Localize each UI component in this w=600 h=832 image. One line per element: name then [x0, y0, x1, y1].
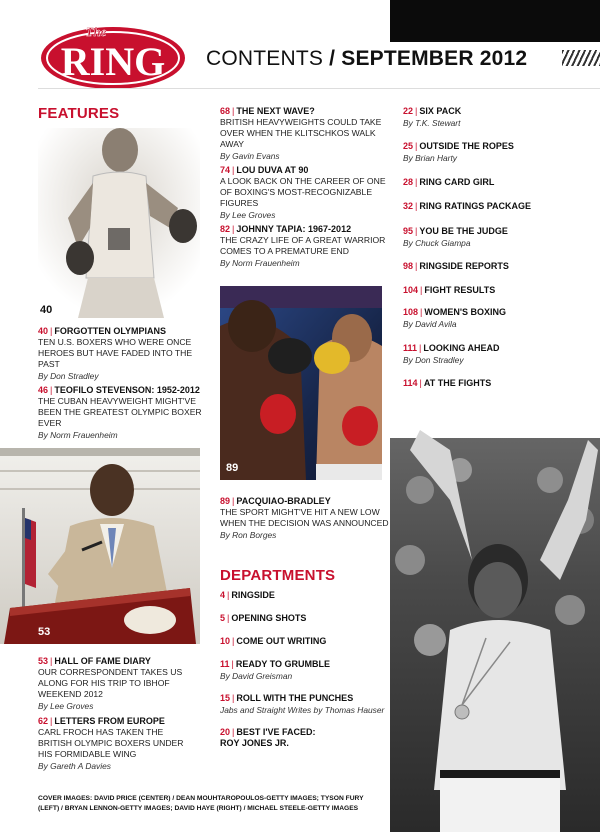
entry-description: CARL FROCH HAS TAKEN THE BRITISH OLYMPIC BOXERS UNDER HIS FORMIDABLE WING — [38, 727, 184, 759]
photo-pacquiao-bradley[interactable] — [220, 286, 382, 480]
logo-script: The — [85, 24, 107, 39]
entry-byline: By Ron Borges — [220, 530, 277, 540]
entry-title: YOU BE THE JUDGE — [419, 226, 508, 236]
entry-title: RINGSIDE REPORTS — [419, 261, 509, 271]
entry-title: THE NEXT WAVE? — [236, 106, 315, 116]
entry-page: 25 — [403, 141, 414, 151]
entry-page: 32 — [403, 201, 414, 211]
entry-byline: By Gareth A Davies — [38, 761, 111, 771]
department-entry[interactable]: 98 | RINGSIDE REPORTS — [403, 261, 509, 271]
entry-page: 95 — [403, 226, 414, 236]
entry-page: 15 — [220, 693, 231, 703]
department-entry[interactable]: 20 | BEST I'VE FACED: ROY JONES JR. — [220, 727, 390, 749]
department-entry[interactable]: 108 | WOMEN'S BOXING By David Avila — [403, 307, 573, 330]
logo-wordmark: RING — [60, 39, 166, 84]
entry-byline: By Norm Frauenheim — [220, 258, 300, 268]
photo-page-number: 89 — [226, 462, 239, 474]
department-entry[interactable]: 114 | AT THE FIGHTS — [403, 378, 492, 388]
photo-page-number: 40 — [40, 304, 53, 316]
entry-byline: By Don Stradley — [403, 355, 464, 365]
entry-title: FORGOTTEN OLYMPIANS — [54, 326, 167, 336]
entry-page: 68 — [220, 106, 231, 116]
entry-subtitle: ROY JONES JR. — [220, 738, 289, 748]
entry-title: OUTSIDE THE ROPES — [419, 141, 514, 151]
entry-title: ROLL WITH THE PUNCHES — [236, 693, 354, 703]
feature-entry[interactable]: 74 | LOU DUVA AT 90 A LOOK BACK ON THE CAREER OF ONE OF BOXING'S MOST-RECOGNIZABLE FIGURES By Lee Groves — [220, 165, 390, 221]
entry-description: THE CUBAN HEAVYWEIGHT MIGHT'VE BEEN THE GREATEST OLYMPIC BOXER EVER — [38, 396, 202, 428]
department-entry[interactable]: 104 | FIGHT RESULTS — [403, 285, 496, 295]
header-divider — [38, 88, 600, 89]
title-separator: / — [329, 47, 336, 70]
entry-byline: Jabs and Straight Writes by Thomas Hauser — [220, 705, 385, 715]
photo-page-number: 46 — [393, 414, 406, 426]
department-entry[interactable]: 22 | SIX PACK By T.K. Stewart — [403, 106, 573, 129]
department-entry[interactable]: 25 | OUTSIDE THE ROPES By Brian Harty — [403, 141, 573, 164]
entry-page: 114 — [403, 378, 418, 388]
entry-description: THE SPORT MIGHT'VE HIT A NEW LOW WHEN THE DECISION WAS ANNOUNCED — [220, 507, 389, 528]
entry-title: AT THE FIGHTS — [423, 378, 492, 388]
entry-byline: By Gavin Evans — [220, 151, 280, 161]
entry-page: 4 — [220, 590, 226, 600]
entry-description: A LOOK BACK ON THE CAREER OF ONE OF BOXING'S MOST-RECOGNIZABLE FIGURES — [220, 176, 386, 208]
entry-title: FIGHT RESULTS — [424, 285, 496, 295]
entry-title: RING RATINGS PACKAGE — [419, 201, 532, 211]
entry-page: 40 — [38, 326, 49, 336]
entry-description: BRITISH HEAVYWEIGHTS COULD TAKE OVER WHEN THE KLITSCHKOS WALK AWAY — [220, 117, 382, 149]
entry-byline: By Lee Groves — [220, 210, 276, 220]
feature-entry[interactable]: 46 | TEOFILO STEVENSON: 1952-2012 THE CUBAN HEAVYWEIGHT MIGHT'VE BEEN THE GREATEST OLYMPIC BOXER EVER By Norm Frauenheim — [38, 385, 208, 441]
entry-description: TEN U.S. BOXERS WHO WERE ONCE HEROES BUT HAVE FADED INTO THE PAST — [38, 337, 193, 369]
department-entry[interactable]: 4 | RINGSIDE — [220, 590, 275, 600]
entry-byline: By Don Stradley — [38, 371, 99, 381]
entry-title: LOOKING AHEAD — [423, 343, 500, 353]
photo-hall-of-fame[interactable] — [0, 448, 200, 644]
entry-title: PACQUIAO-BRADLEY — [236, 496, 331, 506]
entry-page: 10 — [220, 636, 231, 646]
entry-description: OUR CORRESPONDENT TAKES US ALONG FOR HIS TRIP TO IBHOF WEEKEND 2012 — [38, 667, 183, 699]
feature-entry[interactable]: 89 | PACQUIAO-BRADLEY THE SPORT MIGHT'VE HIT A NEW LOW WHEN THE DECISION WAS ANNOUNCED By Ron Borges — [220, 496, 389, 540]
contents-label: CONTENTS — [206, 47, 324, 70]
entry-page: 82 — [220, 224, 231, 234]
feature-entry[interactable]: 53 | HALL OF FAME DIARY OUR CORRESPONDENT TAKES US ALONG FOR HIS TRIP TO IBHOF WEEKEND 2012 By Lee Groves — [38, 656, 208, 712]
page-title — [206, 47, 527, 71]
issue-date: SEPTEMBER 2012 — [341, 47, 528, 70]
entry-page: 108 — [403, 307, 419, 317]
entry-byline: By T.K. Stewart — [403, 118, 461, 128]
departments-heading: DEPARTMENTS — [220, 567, 336, 584]
entry-byline: By Chuck Giampa — [403, 238, 471, 248]
entry-title: OPENING SHOTS — [231, 613, 307, 623]
decorative-hatch — [562, 50, 600, 66]
entry-page: 111 — [403, 343, 418, 353]
photo-teofilo-stevenson[interactable] — [390, 410, 600, 832]
photo-olympian-boxer[interactable] — [38, 128, 200, 318]
entry-title: RING CARD GIRL — [419, 177, 495, 187]
photo-page-number: 53 — [38, 626, 51, 638]
department-entry[interactable]: 15 | ROLL WITH THE PUNCHES Jabs and Straight Writes by Thomas Hauser — [220, 693, 398, 716]
entry-page: 46 — [38, 385, 49, 395]
entry-byline: By David Greisman — [220, 671, 293, 681]
entry-page: 98 — [403, 261, 414, 271]
features-heading: FEATURES — [38, 105, 120, 122]
entry-title: WOMEN'S BOXING — [424, 307, 507, 317]
cover-credits: COVER IMAGES: DAVID PRICE (CENTER) / DEAN MOUHTAROPOULOS-GETTY IMAGES; TYSON FURY (LEFT) / BRYAN LENNON-GETTY IMAGES; DAVID HAYE (RIGHT) / MICHAEL STEELE-GETTY IMAGES — [38, 795, 364, 812]
entry-description: THE CRAZY LIFE OF A GREAT WARRIOR COMES TO A PREMATURE END — [220, 235, 386, 256]
department-entry[interactable]: 32 | RING RATINGS PACKAGE — [403, 201, 532, 211]
entry-page: 5 — [220, 613, 226, 623]
entry-title: READY TO GRUMBLE — [235, 659, 331, 669]
entry-title: LETTERS FROM EUROPE — [54, 716, 165, 726]
department-entry[interactable]: 5 | OPENING SHOTS — [220, 613, 307, 623]
department-entry[interactable]: 95 | YOU BE THE JUDGE By Chuck Giampa — [403, 226, 573, 249]
top-black-bar — [390, 0, 600, 42]
entry-page: 22 — [403, 106, 414, 116]
entry-title: TEOFILO STEVENSON: 1952-2012 — [54, 385, 200, 395]
feature-entry[interactable]: 68 | THE NEXT WAVE? BRITISH HEAVYWEIGHTS COULD TAKE OVER WHEN THE KLITSCHKOS WALK AWAY By Gavin Evans — [220, 106, 390, 162]
entry-title: SIX PACK — [419, 106, 462, 116]
entry-title: COME OUT WRITING — [236, 636, 327, 646]
entry-page: 89 — [220, 496, 231, 506]
entry-byline: By Lee Groves — [38, 701, 94, 711]
department-entry[interactable]: 28 | RING CARD GIRL — [403, 177, 495, 187]
entry-title: LOU DUVA AT 90 — [236, 165, 309, 175]
entry-byline: By David Avila — [403, 319, 457, 329]
department-entry[interactable]: 111 | LOOKING AHEAD By Don Stradley — [403, 343, 573, 366]
entry-title: BEST I'VE FACED: — [236, 727, 316, 737]
entry-page: 74 — [220, 165, 231, 175]
entry-title: HALL OF FAME DIARY — [54, 656, 151, 666]
feature-entry[interactable]: 82 | JOHNNY TAPIA: 1967-2012 THE CRAZY LIFE OF A GREAT WARRIOR COMES TO A PREMATURE END By Norm Frauenheim — [220, 224, 390, 269]
entry-title: RINGSIDE — [231, 590, 275, 600]
entry-title: JOHNNY TAPIA: 1967-2012 — [236, 224, 352, 234]
department-entry[interactable]: 11 | READY TO GRUMBLE By David Greisman — [220, 659, 390, 682]
entry-page: 53 — [38, 656, 49, 666]
entry-byline: By Brian Harty — [403, 153, 457, 163]
entry-page: 28 — [403, 177, 414, 187]
entry-page: 11 — [220, 659, 230, 669]
entry-byline: By Norm Frauenheim — [38, 430, 118, 440]
feature-entry[interactable]: 40 | FORGOTTEN OLYMPIANS TEN U.S. BOXERS WHO WERE ONCE HEROES BUT HAVE FADED INTO THE PAST By Don Stradley — [38, 326, 208, 382]
entry-page: 20 — [220, 727, 231, 737]
entry-page: 104 — [403, 285, 419, 295]
feature-entry[interactable]: 62 | LETTERS FROM EUROPE CARL FROCH HAS TAKEN THE BRITISH OLYMPIC BOXERS UNDER HIS FORMIDABLE WING By Gareth A Davies — [38, 716, 198, 772]
department-entry[interactable]: 10 | COME OUT WRITING — [220, 636, 327, 646]
ring-logo — [38, 18, 188, 92]
entry-page: 62 — [38, 716, 49, 726]
